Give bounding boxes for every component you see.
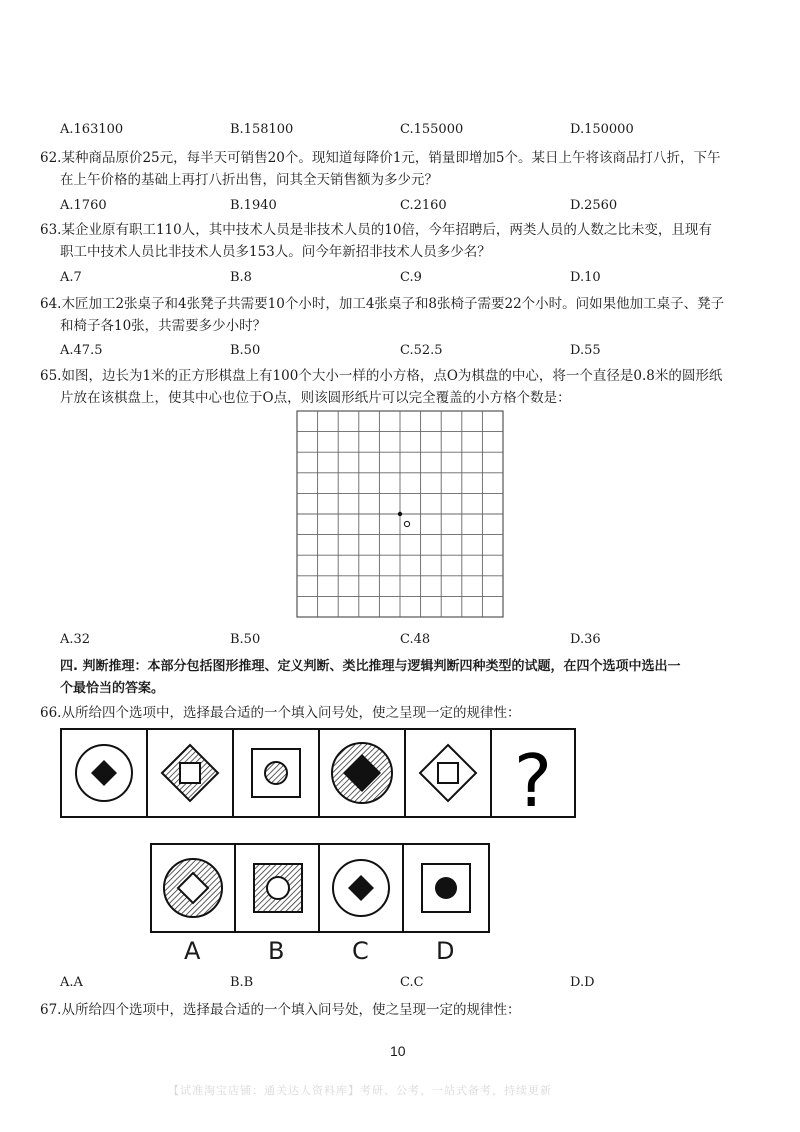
footer-watermark: 【试准淘宝店铺：通关达人资料库】考研、公考、一站式备考，持续更新 — [168, 1084, 552, 1097]
q63-options — [60, 268, 700, 288]
option-d: D.10 — [570, 270, 601, 285]
chessboard-figure — [296, 410, 504, 620]
option-b: B.50 — [230, 343, 261, 358]
answer-a-hatched-circle-with-diamond — [164, 859, 222, 917]
question-mark: ? — [513, 739, 553, 820]
q63-stem-line2: 职工中技术人员比非技术人员多153人。问今年新招非技术人员多少名？ — [60, 244, 491, 260]
section-heading-line2: 个最恰当的答案。 — [60, 681, 165, 696]
answer-letter-d: D — [436, 937, 455, 965]
q67-stem: 67.从所给四个选项中，选择最合适的一个填入问号处，使之呈现一定的规律性： — [40, 1002, 521, 1018]
q62-stem-line2: 在上午价格的基础上再打八折出售，问其全天销售额为多少元？ — [60, 172, 438, 188]
option-c: C.48 — [400, 632, 431, 647]
q62-stem-line1: 62.某种商品原价25元，每半天可销售20个。现知道每降价1元，销量即增加5个。某日上午将该商品打八折，下午 — [40, 150, 721, 166]
q66-options — [60, 973, 700, 993]
option-d: D.2560 — [570, 198, 618, 213]
figure-5-diamond-with-square — [420, 745, 476, 801]
center-label-o — [404, 521, 409, 526]
q66-question-row — [60, 728, 580, 820]
answer-d-square-with-black-circle — [422, 864, 470, 912]
q64-stem-line2: 和椅子各10张，共需要多少小时？ — [60, 318, 267, 334]
q64-options — [60, 341, 700, 361]
q64-stem-line1: 64.木匠加工2张桌子和4张凳子共需要10个小时，加工4张桌子和8张椅子需要22个小时。问如果他加工桌子、凳子 — [40, 296, 725, 312]
answer-letters — [150, 937, 492, 967]
option-d: D.55 — [570, 343, 601, 358]
figure-3-square-with-hatched-circle — [252, 749, 300, 797]
option-d: D.D — [570, 975, 595, 990]
section-heading-line1: 四. 判断推理：本部分包括图形推理、定义判断、类比推理与逻辑判断四种类型的试题，在四个选项中选出一 — [60, 659, 681, 674]
q65-stem-line2: 片放在该棋盘上，使其中心也位于O点，则该圆形纸片可以完全覆盖的小方格个数是： — [60, 390, 571, 406]
q66-answer-row — [150, 843, 492, 935]
answer-letter-c: C — [352, 937, 369, 965]
option-a: A.7 — [60, 270, 82, 285]
option-a: A.163100 — [60, 122, 124, 137]
option-b: B.50 — [230, 632, 261, 647]
option-b: B.B — [230, 975, 254, 990]
center-point — [398, 512, 402, 516]
answer-letter-a: A — [184, 937, 201, 965]
option-d: D.150000 — [570, 122, 634, 137]
q65-stem-line1: 65.如图，边长为1米的正方形棋盘上有100个大小一样的小方格，点O为棋盘的中心，将一个直径是0.8米的圆形纸 — [40, 368, 723, 384]
option-c: C.9 — [400, 270, 422, 285]
option-b: B.1940 — [230, 198, 277, 213]
option-a: A.A — [60, 975, 83, 990]
answer-b-hatched-square-with-circle — [254, 864, 302, 912]
option-c: C.2160 — [400, 198, 447, 213]
option-b: B.158100 — [230, 122, 294, 137]
q62-options — [60, 196, 700, 216]
option-a: A.32 — [60, 632, 91, 647]
figure-4-hatched-circle-with-black-diamond — [332, 743, 392, 803]
option-c: C.155000 — [400, 122, 464, 137]
q65-options — [60, 630, 700, 650]
q66-stem: 66.从所给四个选项中，选择最合适的一个填入问号处，使之呈现一定的规律性： — [40, 705, 521, 721]
q63-stem-line1: 63.某企业原有职工110人，其中技术人员是非技术人员的10倍，今年招聘后，两类人员的人数之比未变，且现有 — [40, 222, 712, 238]
answer-c-circle-with-black-diamond — [333, 860, 389, 916]
option-a: A.47.5 — [60, 343, 103, 358]
figure-2-hatched-diamond-with-square — [162, 745, 218, 801]
option-d: D.36 — [570, 632, 601, 647]
figure-1-circle-with-black-diamond — [76, 745, 132, 801]
q61-options — [60, 120, 700, 140]
answer-letter-b: B — [268, 937, 285, 965]
page-number: 10 — [390, 1043, 406, 1059]
option-c: C.52.5 — [400, 343, 443, 358]
option-c: C.C — [400, 975, 424, 990]
option-a: A.1760 — [60, 198, 107, 213]
option-b: B.8 — [230, 270, 252, 285]
